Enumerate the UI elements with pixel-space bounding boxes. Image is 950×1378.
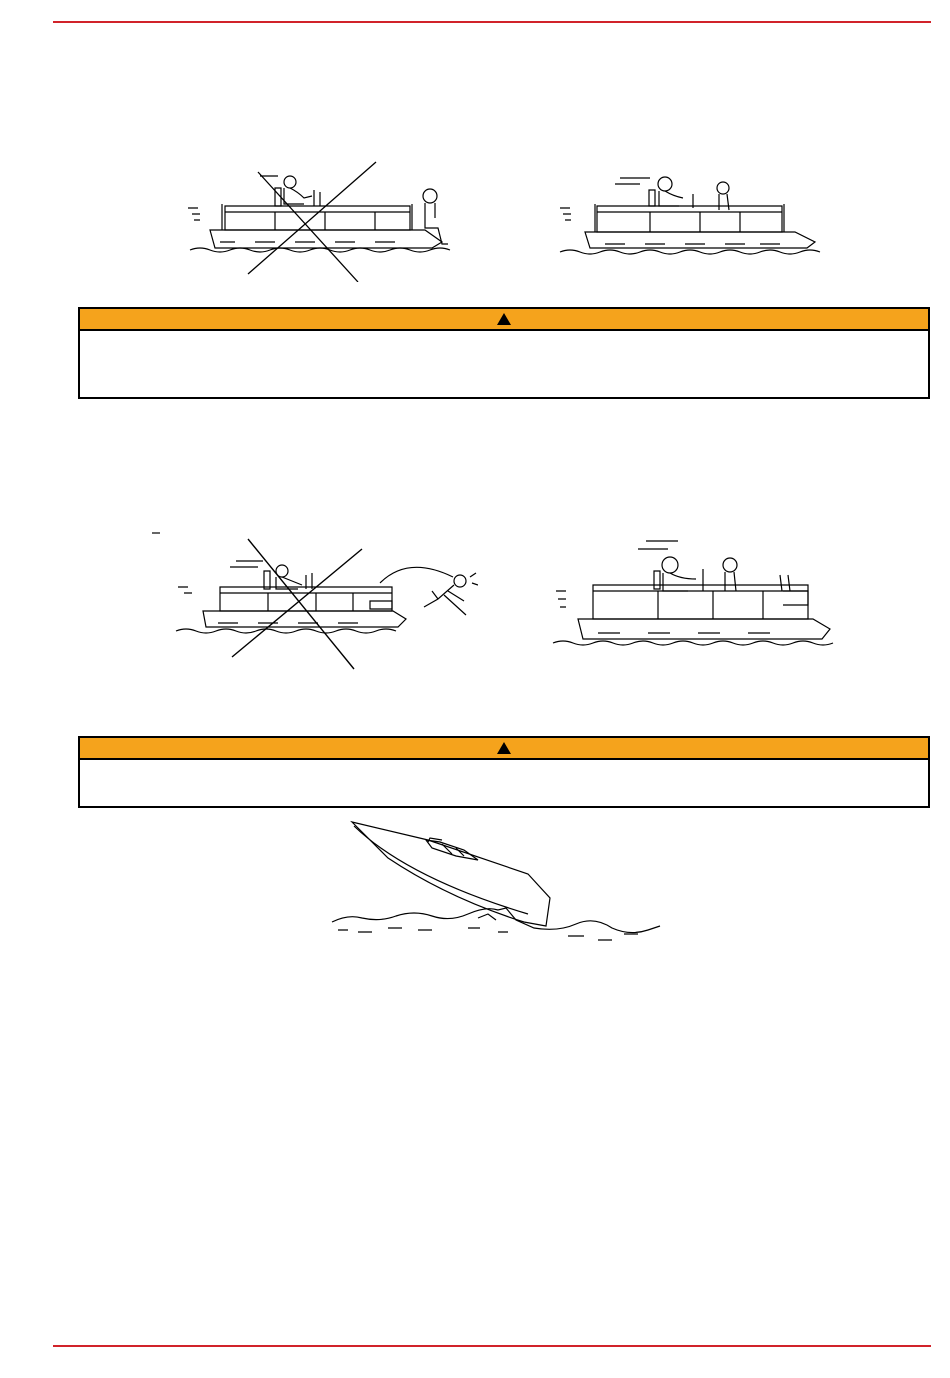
- header-rule: [53, 21, 931, 23]
- warning-header: [80, 309, 928, 331]
- crossed-out-icon: [248, 162, 376, 282]
- pontoon-bow-rider-incorrect-figure: [180, 158, 465, 282]
- warning-text: [80, 760, 928, 768]
- pontoon-rider-thrown-incorrect-figure: [148, 527, 478, 672]
- pontoon-boat-icon: [548, 535, 843, 655]
- speedboat-wave-jump-figure: [328, 818, 662, 950]
- warning-triangle-icon: [497, 313, 511, 325]
- pontoon-bow-seated-correct-figure: [555, 168, 835, 264]
- warning-box: [78, 736, 930, 808]
- warning-header: [80, 738, 928, 760]
- pontoon-passenger-seated-correct-figure: [548, 535, 843, 655]
- pontoon-boat-icon: [180, 158, 465, 282]
- pontoon-boat-icon: [148, 527, 478, 672]
- warning-box: [78, 307, 930, 399]
- speedboat-icon: [328, 818, 662, 950]
- footer-rule: [53, 1345, 931, 1347]
- warning-text: [80, 331, 928, 339]
- pontoon-boat-icon: [555, 168, 835, 264]
- warning-triangle-icon: [497, 742, 511, 754]
- crossed-out-icon: [232, 539, 362, 669]
